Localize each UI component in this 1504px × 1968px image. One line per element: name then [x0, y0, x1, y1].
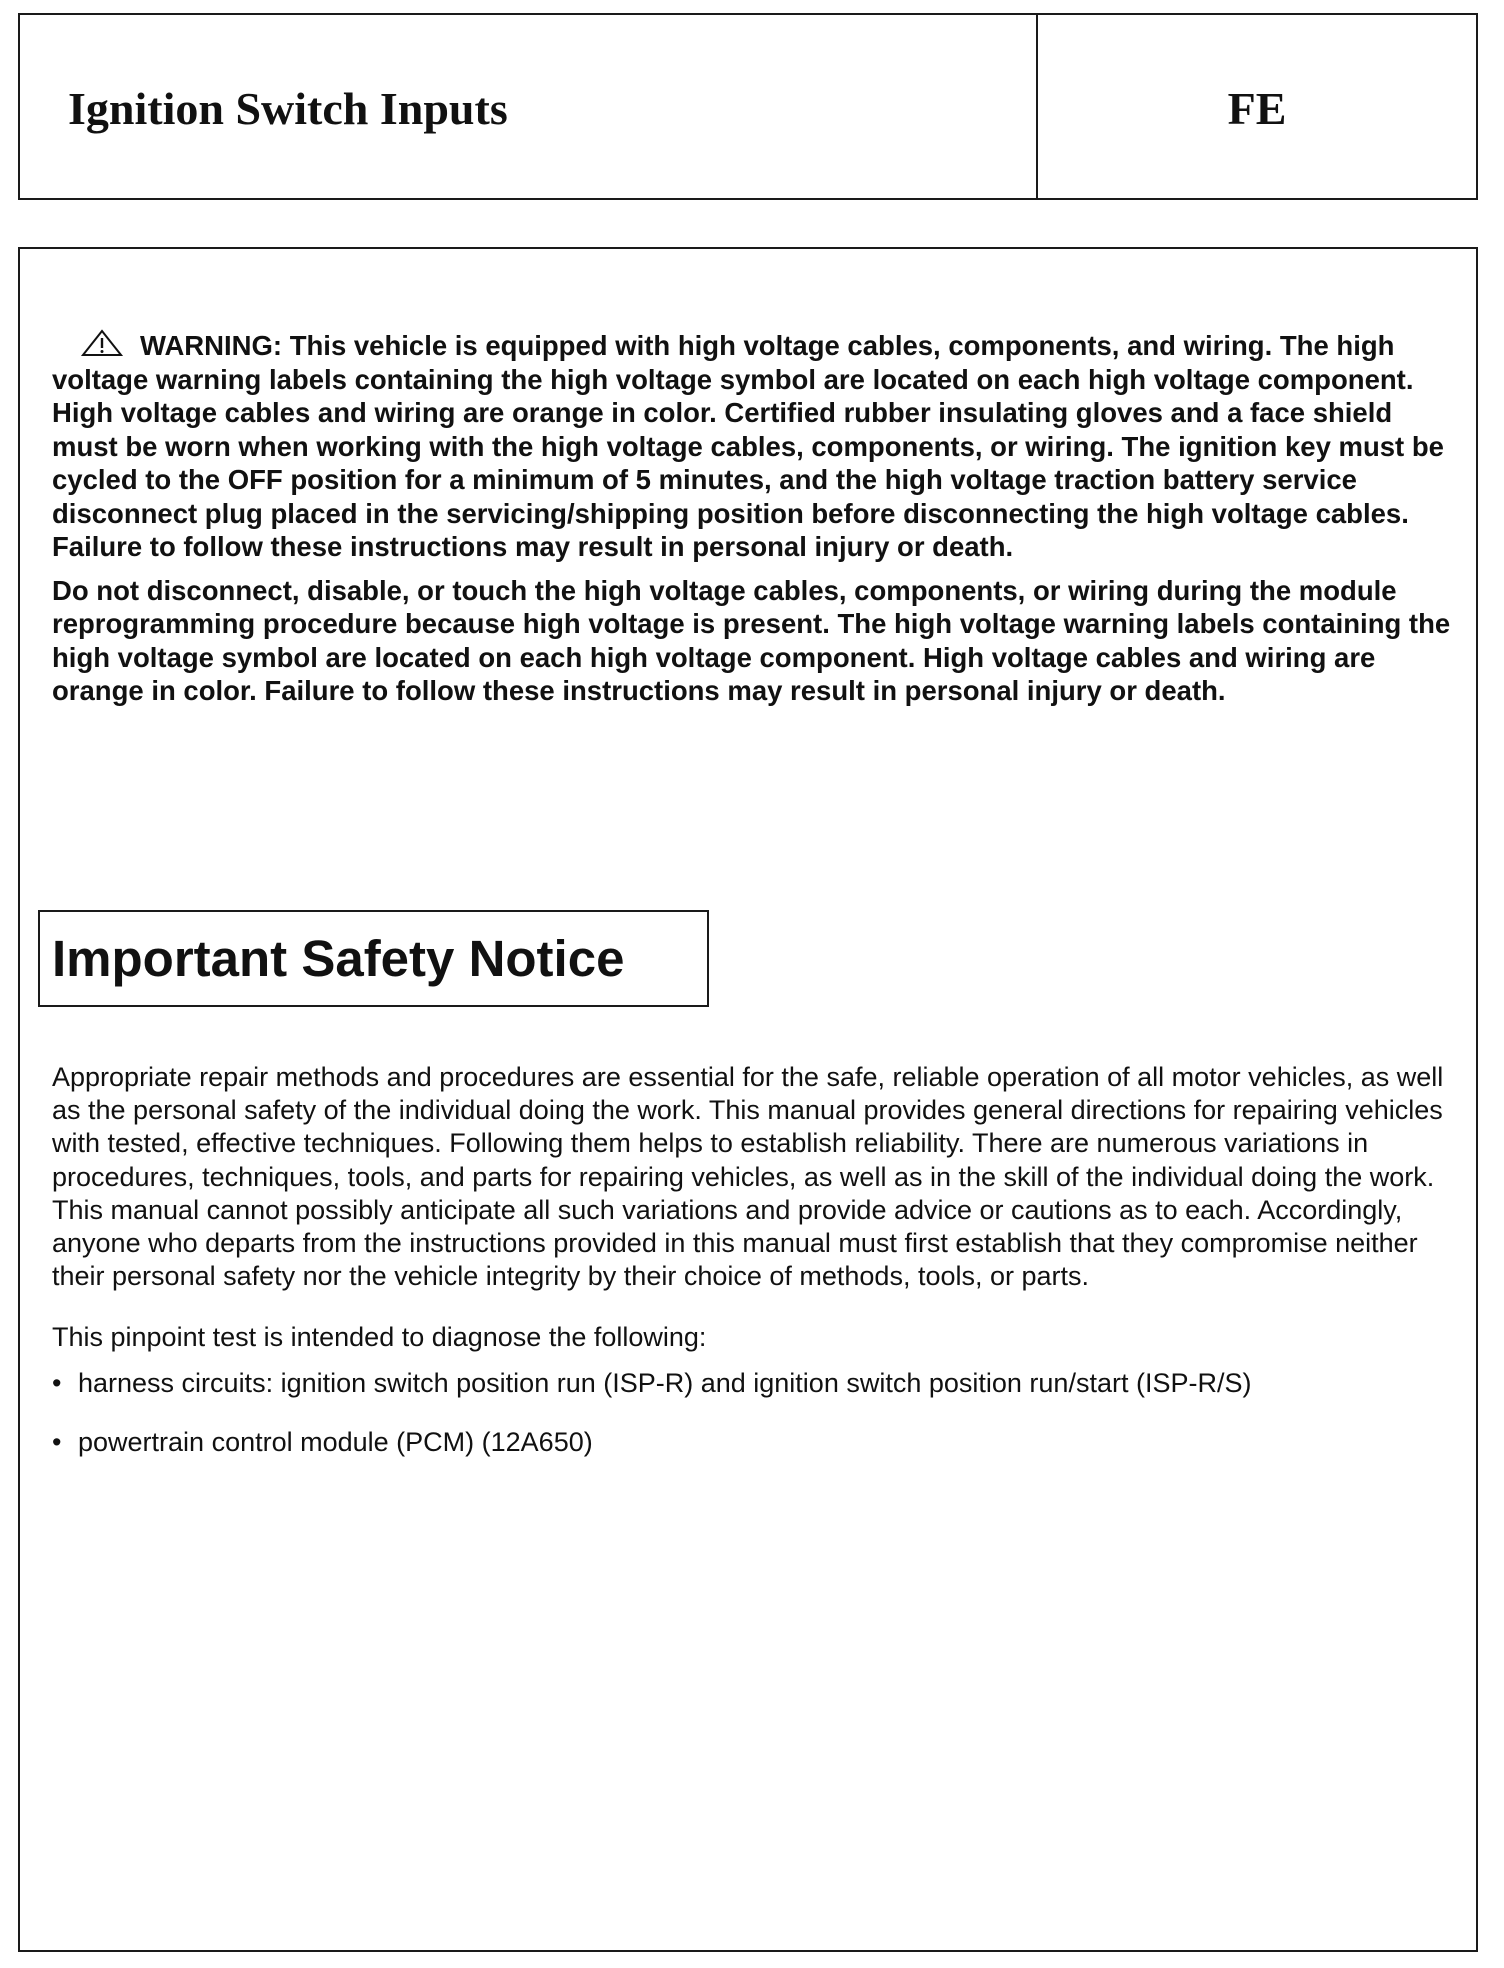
section-code: FE	[1227, 83, 1287, 134]
list-item-text: powertrain control module (PCM) (12A650)	[78, 1426, 593, 1457]
bullet-icon: •	[52, 1426, 62, 1457]
header-title-cell	[20, 15, 1038, 198]
pinpoint-list	[52, 1367, 1452, 1459]
warning-triangle-icon	[80, 329, 124, 357]
header-box	[18, 13, 1478, 200]
warning-paragraph-2: Do not disconnect, disable, or touch the high voltage cables, components, or wiring during the module reprogramming procedure because high voltage is present. The high voltage warning labels containing the high voltage symbol are located on each high voltage component. High voltage cables and wiring are orange in color. Failure to follow these instructions may result in personal injury or death.	[52, 574, 1451, 706]
list-item	[52, 1367, 1452, 1400]
warning-paragraph-1	[52, 329, 1452, 564]
warning-paragraph-1-text: WARNING: This vehicle is equipped with high voltage cables, components, and wiring. The high voltage warning labels containing the high voltage symbol are located on each high voltage component. High voltage cables and wiring are orange in color. Certified rubber insulating gloves and a face shield must be worn when working with the high voltage cables, components, or wiring. The ignition key must be cycled to the OFF position for a minimum of 5 minutes, and the high voltage traction battery service disconnect plug placed in the servicing/shipping position before disconnecting the high voltage cables. Failure to follow these instructions may result in personal injury or death.	[52, 330, 1444, 562]
main-content-box	[18, 247, 1478, 1952]
notice-heading: Important Safety Notice	[52, 930, 625, 987]
warning-block	[52, 329, 1452, 718]
notice-body	[52, 1061, 1452, 1485]
header-code-cell	[1038, 15, 1476, 198]
pinpoint-intro: This pinpoint test is intended to diagnose the following:	[52, 1322, 707, 1353]
notice-paragraph: Appropriate repair methods and procedures are essential for the safe, reliable operation of all motor vehicles, as well as the personal safety of the individual doing the work. This manual provides general directions for repairing vehicles with tested, effective techniques. Following them helps to establish reliability. There are numerous variations in procedures, techniques, tools, and parts for repairing vehicles, as well as in the skill of the individual doing the work. This manual cannot possibly anticipate all such variations and provide advice or cautions as to each. Accordingly, anyone who departs from the instructions provided in this manual must first establish that they compromise neither their personal safety nor the vehicle integrity by their choice of methods, tools, or parts.	[52, 1062, 1444, 1292]
notice-heading-box	[38, 910, 709, 1007]
list-item-text: harness circuits: ignition switch position run (ISP-R) and ignition switch position run/start (ISP-R/S)	[78, 1367, 1252, 1398]
list-item	[52, 1426, 1452, 1459]
page-title: Ignition Switch Inputs	[68, 83, 508, 134]
bullet-icon: •	[52, 1367, 62, 1398]
